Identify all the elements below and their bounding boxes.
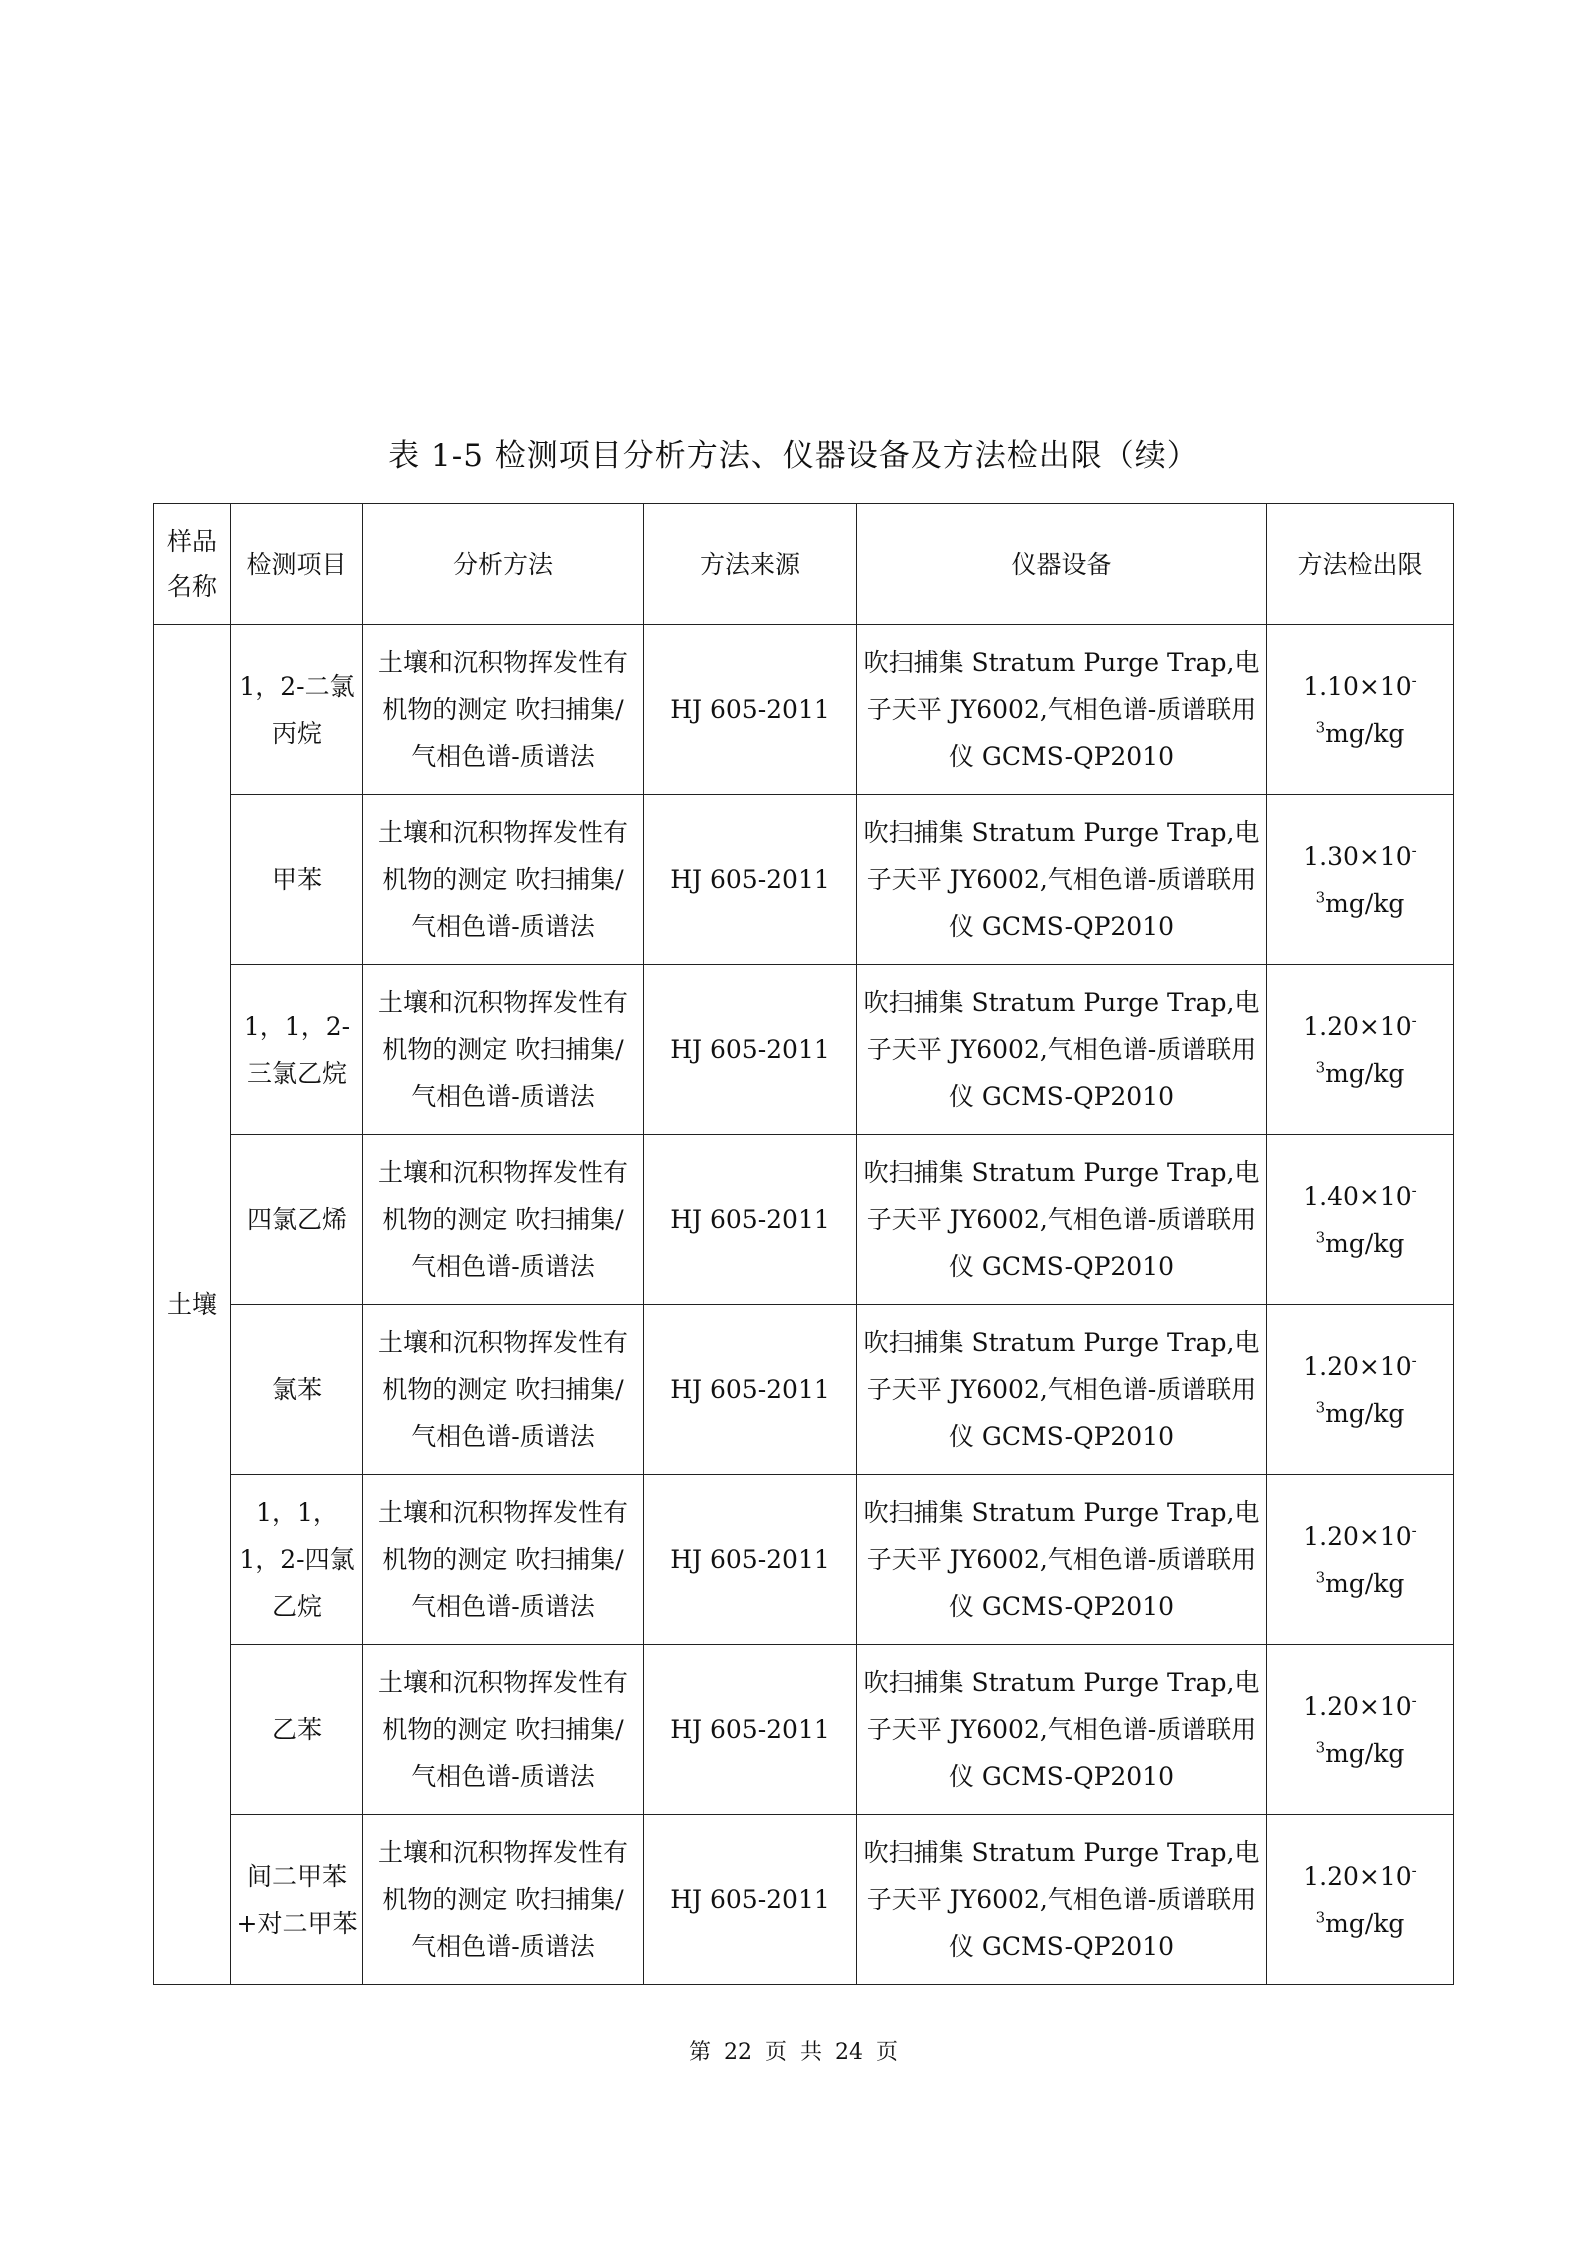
limit-unit: mg/kg	[1325, 1228, 1405, 1258]
table-row	[154, 1645, 1454, 1815]
limit-cell	[1267, 1305, 1454, 1475]
table-row	[154, 625, 1454, 795]
table-row	[154, 1305, 1454, 1475]
limit-unit: mg/kg	[1325, 888, 1405, 918]
limit-cell	[1267, 1135, 1454, 1305]
table-row	[154, 1475, 1454, 1645]
limit-cell	[1267, 1475, 1454, 1645]
item-cell: 1，2-二氯丙烷	[231, 625, 363, 795]
source-cell: HJ 605-2011	[644, 1135, 857, 1305]
limit-coef: 1.20×10	[1303, 1521, 1412, 1551]
limit-coef: 1.20×10	[1303, 1011, 1412, 1041]
table-row	[154, 1815, 1454, 1985]
equipment-cell: 吹扫捕集 Stratum Purge Trap,电子天平 JY6002,气相色谱-质谱联用仪 GCMS-QP2010	[857, 795, 1267, 965]
method-cell: 土壤和沉积物挥发性有机物的测定 吹扫捕集/气相色谱-质谱法	[363, 1305, 644, 1475]
method-cell: 土壤和沉积物挥发性有机物的测定 吹扫捕集/气相色谱-质谱法	[363, 965, 644, 1135]
equipment-cell: 吹扫捕集 Stratum Purge Trap,电子天平 JY6002,气相色谱-质谱联用仪 GCMS-QP2010	[857, 1475, 1267, 1645]
equipment-cell: 吹扫捕集 Stratum Purge Trap,电子天平 JY6002,气相色谱-质谱联用仪 GCMS-QP2010	[857, 625, 1267, 795]
limit-coef: 1.10×10	[1303, 671, 1412, 701]
limit-unit: mg/kg	[1325, 1738, 1405, 1768]
header-equipment: 仪器设备	[857, 504, 1267, 625]
source-cell: HJ 605-2011	[644, 1305, 857, 1475]
limit-unit: mg/kg	[1325, 718, 1405, 748]
header-sample-name: 样品名称	[154, 504, 231, 625]
table-row	[154, 1135, 1454, 1305]
limit-exp: -3	[1315, 1351, 1417, 1417]
method-cell: 土壤和沉积物挥发性有机物的测定 吹扫捕集/气相色谱-质谱法	[363, 625, 644, 795]
limit-coef: 1.20×10	[1303, 1351, 1412, 1381]
limit-exp: -3	[1315, 841, 1417, 907]
limit-exp: -3	[1315, 671, 1417, 737]
header-item: 检测项目	[231, 504, 363, 625]
limit-cell	[1267, 965, 1454, 1135]
page-number: 第 22 页 共 24 页	[689, 2040, 898, 2065]
limit-unit: mg/kg	[1325, 1568, 1405, 1598]
limit-cell	[1267, 625, 1454, 795]
header-limit: 方法检出限	[1267, 504, 1454, 625]
item-cell: 氯苯	[231, 1305, 363, 1475]
limit-coef: 1.20×10	[1303, 1861, 1412, 1891]
equipment-cell: 吹扫捕集 Stratum Purge Trap,电子天平 JY6002,气相色谱-质谱联用仪 GCMS-QP2010	[857, 1645, 1267, 1815]
limit-exp: -3	[1315, 1181, 1417, 1247]
detection-method-table	[153, 503, 1454, 1985]
method-cell: 土壤和沉积物挥发性有机物的测定 吹扫捕集/气相色谱-质谱法	[363, 1645, 644, 1815]
source-cell: HJ 605-2011	[644, 795, 857, 965]
item-cell: 四氯乙烯	[231, 1135, 363, 1305]
limit-unit: mg/kg	[1325, 1398, 1405, 1428]
limit-coef: 1.40×10	[1303, 1181, 1412, 1211]
equipment-cell: 吹扫捕集 Stratum Purge Trap,电子天平 JY6002,气相色谱-质谱联用仪 GCMS-QP2010	[857, 1815, 1267, 1985]
equipment-cell: 吹扫捕集 Stratum Purge Trap,电子天平 JY6002,气相色谱-质谱联用仪 GCMS-QP2010	[857, 1135, 1267, 1305]
limit-cell	[1267, 795, 1454, 965]
method-cell: 土壤和沉积物挥发性有机物的测定 吹扫捕集/气相色谱-质谱法	[363, 1475, 644, 1645]
limit-exp: -3	[1315, 1521, 1417, 1587]
header-source: 方法来源	[644, 504, 857, 625]
table-row	[154, 965, 1454, 1135]
source-cell: HJ 605-2011	[644, 625, 857, 795]
method-cell: 土壤和沉积物挥发性有机物的测定 吹扫捕集/气相色谱-质谱法	[363, 795, 644, 965]
table-row	[154, 795, 1454, 965]
limit-coef: 1.20×10	[1303, 1691, 1412, 1721]
item-cell: 乙苯	[231, 1645, 363, 1815]
item-cell: 甲苯	[231, 795, 363, 965]
equipment-cell: 吹扫捕集 Stratum Purge Trap,电子天平 JY6002,气相色谱-质谱联用仪 GCMS-QP2010	[857, 965, 1267, 1135]
table-title: 表 1-5 检测项目分析方法、仪器设备及方法检出限（续）	[388, 438, 1199, 474]
item-cell: 1，1，1，2-四氯乙烷	[231, 1475, 363, 1645]
limit-unit: mg/kg	[1325, 1908, 1405, 1938]
limit-coef: 1.30×10	[1303, 841, 1412, 871]
limit-exp: -3	[1315, 1011, 1417, 1077]
limit-exp: -3	[1315, 1691, 1417, 1757]
method-cell: 土壤和沉积物挥发性有机物的测定 吹扫捕集/气相色谱-质谱法	[363, 1815, 644, 1985]
method-cell: 土壤和沉积物挥发性有机物的测定 吹扫捕集/气相色谱-质谱法	[363, 1135, 644, 1305]
source-cell: HJ 605-2011	[644, 1815, 857, 1985]
equipment-cell: 吹扫捕集 Stratum Purge Trap,电子天平 JY6002,气相色谱-质谱联用仪 GCMS-QP2010	[857, 1305, 1267, 1475]
limit-cell	[1267, 1645, 1454, 1815]
item-cell: 间二甲苯+对二甲苯	[231, 1815, 363, 1985]
header-method: 分析方法	[363, 504, 644, 625]
limit-exp: -3	[1315, 1861, 1417, 1927]
limit-cell	[1267, 1815, 1454, 1985]
item-cell: 1，1，2-三氯乙烷	[231, 965, 363, 1135]
sample-name-cell: 土壤	[154, 625, 231, 1985]
source-cell: HJ 605-2011	[644, 1645, 857, 1815]
limit-unit: mg/kg	[1325, 1058, 1405, 1088]
source-cell: HJ 605-2011	[644, 965, 857, 1135]
source-cell: HJ 605-2011	[644, 1475, 857, 1645]
header-row	[154, 504, 1454, 625]
table-body	[154, 625, 1454, 1985]
